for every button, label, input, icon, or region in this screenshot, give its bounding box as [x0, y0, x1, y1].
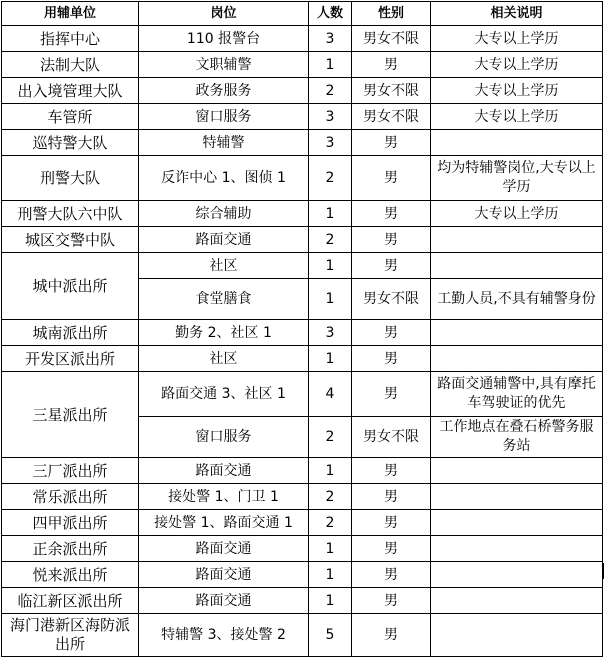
position-cell: 路面交通	[139, 588, 309, 614]
recruitment-table	[1, 1, 603, 657]
position-cell: 社区	[139, 253, 309, 279]
unit-cell: 海门港新区海防派出所	[2, 614, 139, 657]
count-cell: 1	[309, 588, 352, 614]
header-unit: 用辅单位	[2, 2, 139, 26]
unit-cell: 四甲派出所	[2, 510, 139, 536]
position-cell: 路面交通	[139, 458, 309, 484]
unit-cell: 城南派出所	[2, 320, 139, 346]
gender-cell: 男	[352, 52, 431, 78]
unit-cell: 出入境管理大队	[2, 78, 139, 104]
position-cell: 社区	[139, 346, 309, 372]
note-cell	[431, 588, 603, 614]
position-cell: 特辅警	[139, 130, 309, 156]
table-row	[2, 52, 603, 78]
gender-cell: 男女不限	[352, 104, 431, 130]
gender-cell: 男	[352, 614, 431, 657]
unit-cell: 指挥中心	[2, 26, 139, 52]
header-position: 岗位	[139, 2, 309, 26]
unit-cell: 车管所	[2, 104, 139, 130]
position-cell: 路面交通	[139, 562, 309, 588]
position-cell: 特辅警 3、接处警 2	[139, 614, 309, 657]
position-cell: 窗口服务	[139, 417, 309, 458]
count-cell: 3	[309, 104, 352, 130]
unit-cell: 法制大队	[2, 52, 139, 78]
table-row	[2, 78, 603, 104]
note-cell: 大专以上学历	[431, 26, 603, 52]
gender-cell: 男女不限	[352, 279, 431, 320]
table-row	[2, 26, 603, 52]
position-cell: 路面交通	[139, 227, 309, 253]
count-cell: 1	[309, 562, 352, 588]
note-cell	[431, 562, 603, 588]
table-row	[2, 156, 603, 201]
table-row	[2, 130, 603, 156]
gender-cell: 男	[352, 156, 431, 201]
note-cell	[431, 510, 603, 536]
table-row	[2, 104, 603, 130]
count-cell: 3	[309, 130, 352, 156]
unit-cell: 刑警大队	[2, 156, 139, 201]
count-cell: 1	[309, 346, 352, 372]
gender-cell: 男女不限	[352, 78, 431, 104]
gender-cell: 男	[352, 510, 431, 536]
unit-cell: 悦来派出所	[2, 562, 139, 588]
count-cell: 1	[309, 458, 352, 484]
note-cell	[431, 536, 603, 562]
note-cell: 工勤人员,不具有辅警身份	[431, 279, 603, 320]
count-cell: 2	[309, 484, 352, 510]
header-note: 相关说明	[431, 2, 603, 26]
position-cell: 接处警 1、路面交通 1	[139, 510, 309, 536]
position-cell: 文职辅警	[139, 52, 309, 78]
gender-cell: 男	[352, 562, 431, 588]
count-cell: 1	[309, 536, 352, 562]
unit-cell: 开发区派出所	[2, 346, 139, 372]
count-cell: 1	[309, 201, 352, 227]
table-row	[2, 346, 603, 372]
unit-cell: 城区交警中队	[2, 227, 139, 253]
table-row	[2, 372, 603, 417]
unit-cell: 正余派出所	[2, 536, 139, 562]
note-cell	[431, 484, 603, 510]
note-cell	[431, 614, 603, 657]
note-cell: 均为特辅警岗位,大专以上学历	[431, 156, 603, 201]
count-cell: 2	[309, 510, 352, 536]
position-cell: 110 报警台	[139, 26, 309, 52]
count-cell: 2	[309, 227, 352, 253]
gender-cell: 男	[352, 372, 431, 417]
unit-cell: 巡特警大队	[2, 130, 139, 156]
table-row	[2, 562, 603, 588]
gender-cell: 男	[352, 253, 431, 279]
gender-cell: 男	[352, 227, 431, 253]
gender-cell: 男	[352, 320, 431, 346]
note-cell	[431, 458, 603, 484]
count-cell: 3	[309, 26, 352, 52]
position-cell: 接处警 1、门卫 1	[139, 484, 309, 510]
gender-cell: 男女不限	[352, 417, 431, 458]
unit-cell: 刑警大队六中队	[2, 201, 139, 227]
gender-cell: 男	[352, 536, 431, 562]
table-row	[2, 588, 603, 614]
count-cell: 1	[309, 52, 352, 78]
count-cell: 5	[309, 614, 352, 657]
note-cell	[431, 346, 603, 372]
count-cell: 4	[309, 372, 352, 417]
gender-cell: 男	[352, 201, 431, 227]
unit-cell: 三星派出所	[2, 372, 139, 458]
note-cell: 路面交通辅警中,具有摩托车驾驶证的优先	[431, 372, 603, 417]
table-row	[2, 320, 603, 346]
table-row	[2, 253, 603, 279]
gender-cell: 男	[352, 588, 431, 614]
note-cell	[431, 227, 603, 253]
note-cell	[431, 320, 603, 346]
table-row	[2, 484, 603, 510]
table-row	[2, 458, 603, 484]
count-cell: 2	[309, 78, 352, 104]
note-cell: 大专以上学历	[431, 104, 603, 130]
position-cell: 路面交通	[139, 536, 309, 562]
gender-cell: 男	[352, 130, 431, 156]
count-cell: 2	[309, 156, 352, 201]
unit-cell: 城中派出所	[2, 253, 139, 320]
note-cell: 大专以上学历	[431, 201, 603, 227]
position-cell: 食堂膳食	[139, 279, 309, 320]
gender-cell: 男	[352, 484, 431, 510]
header-count: 人数	[309, 2, 352, 26]
table-row	[2, 510, 603, 536]
position-cell: 反诈中心 1、图侦 1	[139, 156, 309, 201]
position-cell: 政务服务	[139, 78, 309, 104]
table-row	[2, 201, 603, 227]
header-row	[2, 2, 603, 26]
note-cell: 大专以上学历	[431, 52, 603, 78]
table-row	[2, 536, 603, 562]
count-cell: 1	[309, 279, 352, 320]
gender-cell: 男	[352, 346, 431, 372]
gender-cell: 男女不限	[352, 26, 431, 52]
note-cell	[431, 253, 603, 279]
header-gender: 性别	[352, 2, 431, 26]
table-row	[2, 614, 603, 657]
unit-cell: 临江新区派出所	[2, 588, 139, 614]
note-cell	[431, 130, 603, 156]
position-cell: 勤务 2、社区 1	[139, 320, 309, 346]
count-cell: 1	[309, 253, 352, 279]
position-cell: 路面交通 3、社区 1	[139, 372, 309, 417]
position-cell: 综合辅助	[139, 201, 309, 227]
count-cell: 3	[309, 320, 352, 346]
unit-cell: 三厂派出所	[2, 458, 139, 484]
position-cell: 窗口服务	[139, 104, 309, 130]
unit-cell: 常乐派出所	[2, 484, 139, 510]
gender-cell: 男	[352, 458, 431, 484]
note-cell: 大专以上学历	[431, 78, 603, 104]
count-cell: 2	[309, 417, 352, 458]
table-row	[2, 227, 603, 253]
note-cell: 工作地点在叠石桥警务服务站	[431, 417, 603, 458]
